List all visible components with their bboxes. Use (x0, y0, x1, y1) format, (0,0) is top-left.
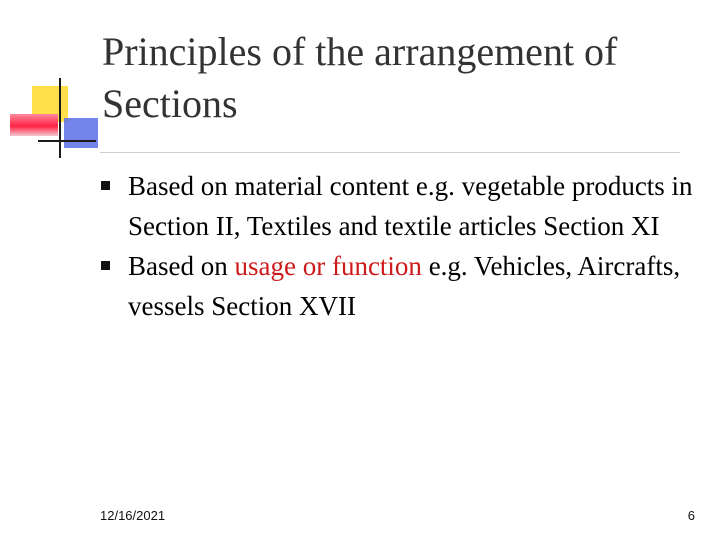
title-underline-rule (100, 152, 680, 153)
footer-date: 12/16/2021 (100, 508, 166, 523)
slide-title: Principles of the arrangement of Sections (102, 29, 618, 126)
decorative-blue-square (64, 118, 98, 148)
highlighted-phrase: usage or function (234, 251, 422, 281)
bullet-text-after: e.g. Vehicles, Aircrafts, vessels Section XVII (128, 251, 681, 321)
bullet-text: Based on material content e.g. vegetable products in Section II, Textiles and textile articles Section XI (128, 171, 693, 241)
square-bullet-icon (101, 181, 110, 190)
bullet-item (100, 246, 700, 326)
bullet-text-before: Based on (128, 251, 235, 281)
decorative-vertical-line (59, 78, 61, 158)
decorative-red-bar (10, 114, 58, 136)
bullet-list (100, 166, 700, 326)
page-number: 6 (687, 508, 695, 523)
decorative-horizontal-line (38, 140, 96, 142)
square-bullet-icon (101, 261, 110, 270)
bullet-item (100, 166, 700, 246)
